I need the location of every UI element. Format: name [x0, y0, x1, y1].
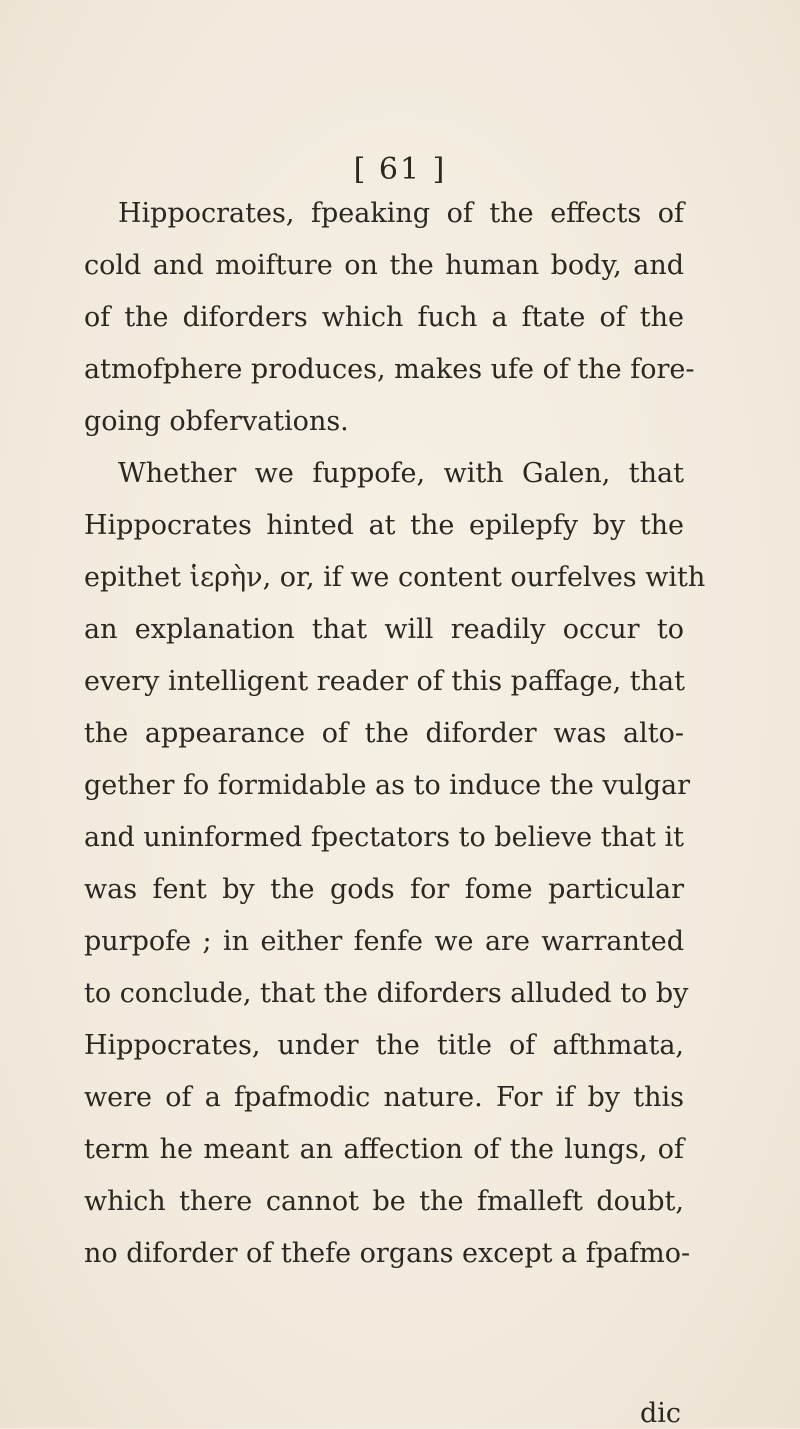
text-line: which there cannot be the fmalleft doubt, [84, 1186, 684, 1217]
text-line: gether fo formidable as to induce the vulgar [84, 770, 691, 801]
text-line: was fent by the gods for fome particular [84, 874, 684, 905]
text-line: no diforder of thefe organs except a fpafmo- [84, 1238, 691, 1269]
body-text [84, 188, 706, 1280]
text-line: of the diforders which fuch a ftate of the [84, 302, 684, 333]
catchword: dic [640, 1398, 682, 1429]
page-number: [ 61 ] [353, 152, 447, 187]
text-line: Hippocrates, fpeaking of the effects of [118, 198, 684, 229]
text-line: and uninformed fpectators to believe that it [84, 822, 684, 853]
text-line: purpofe ; in either fenfe we are warranted [84, 926, 684, 957]
text-line: to conclude, that the diforders alluded to by [84, 978, 689, 1009]
text-line: an explanation that will readily occur to [84, 614, 684, 645]
text-line: the appearance of the diforder was alto- [84, 718, 684, 749]
text-line: epithet ἱερὴν, or, if we content ourfelves with [84, 562, 706, 593]
text-line: every intelligent reader of this paffage, that [84, 666, 685, 697]
text-line: atmofphere produces, makes ufe of the fore- [84, 354, 695, 385]
text-line: were of a fpafmodic nature. For if by this [84, 1082, 684, 1113]
text-line: Hippocrates hinted at the epilepfy by the [84, 510, 684, 541]
text-line: going obfervations. [84, 406, 349, 437]
text-line: cold and moifture on the human body, and [84, 250, 684, 281]
text-line: term he meant an affection of the lungs, of [84, 1134, 684, 1165]
text-line: Hippocrates, under the title of afthmata, [84, 1030, 684, 1061]
text-line: Whether we fuppofe, with Galen, that [118, 458, 684, 489]
